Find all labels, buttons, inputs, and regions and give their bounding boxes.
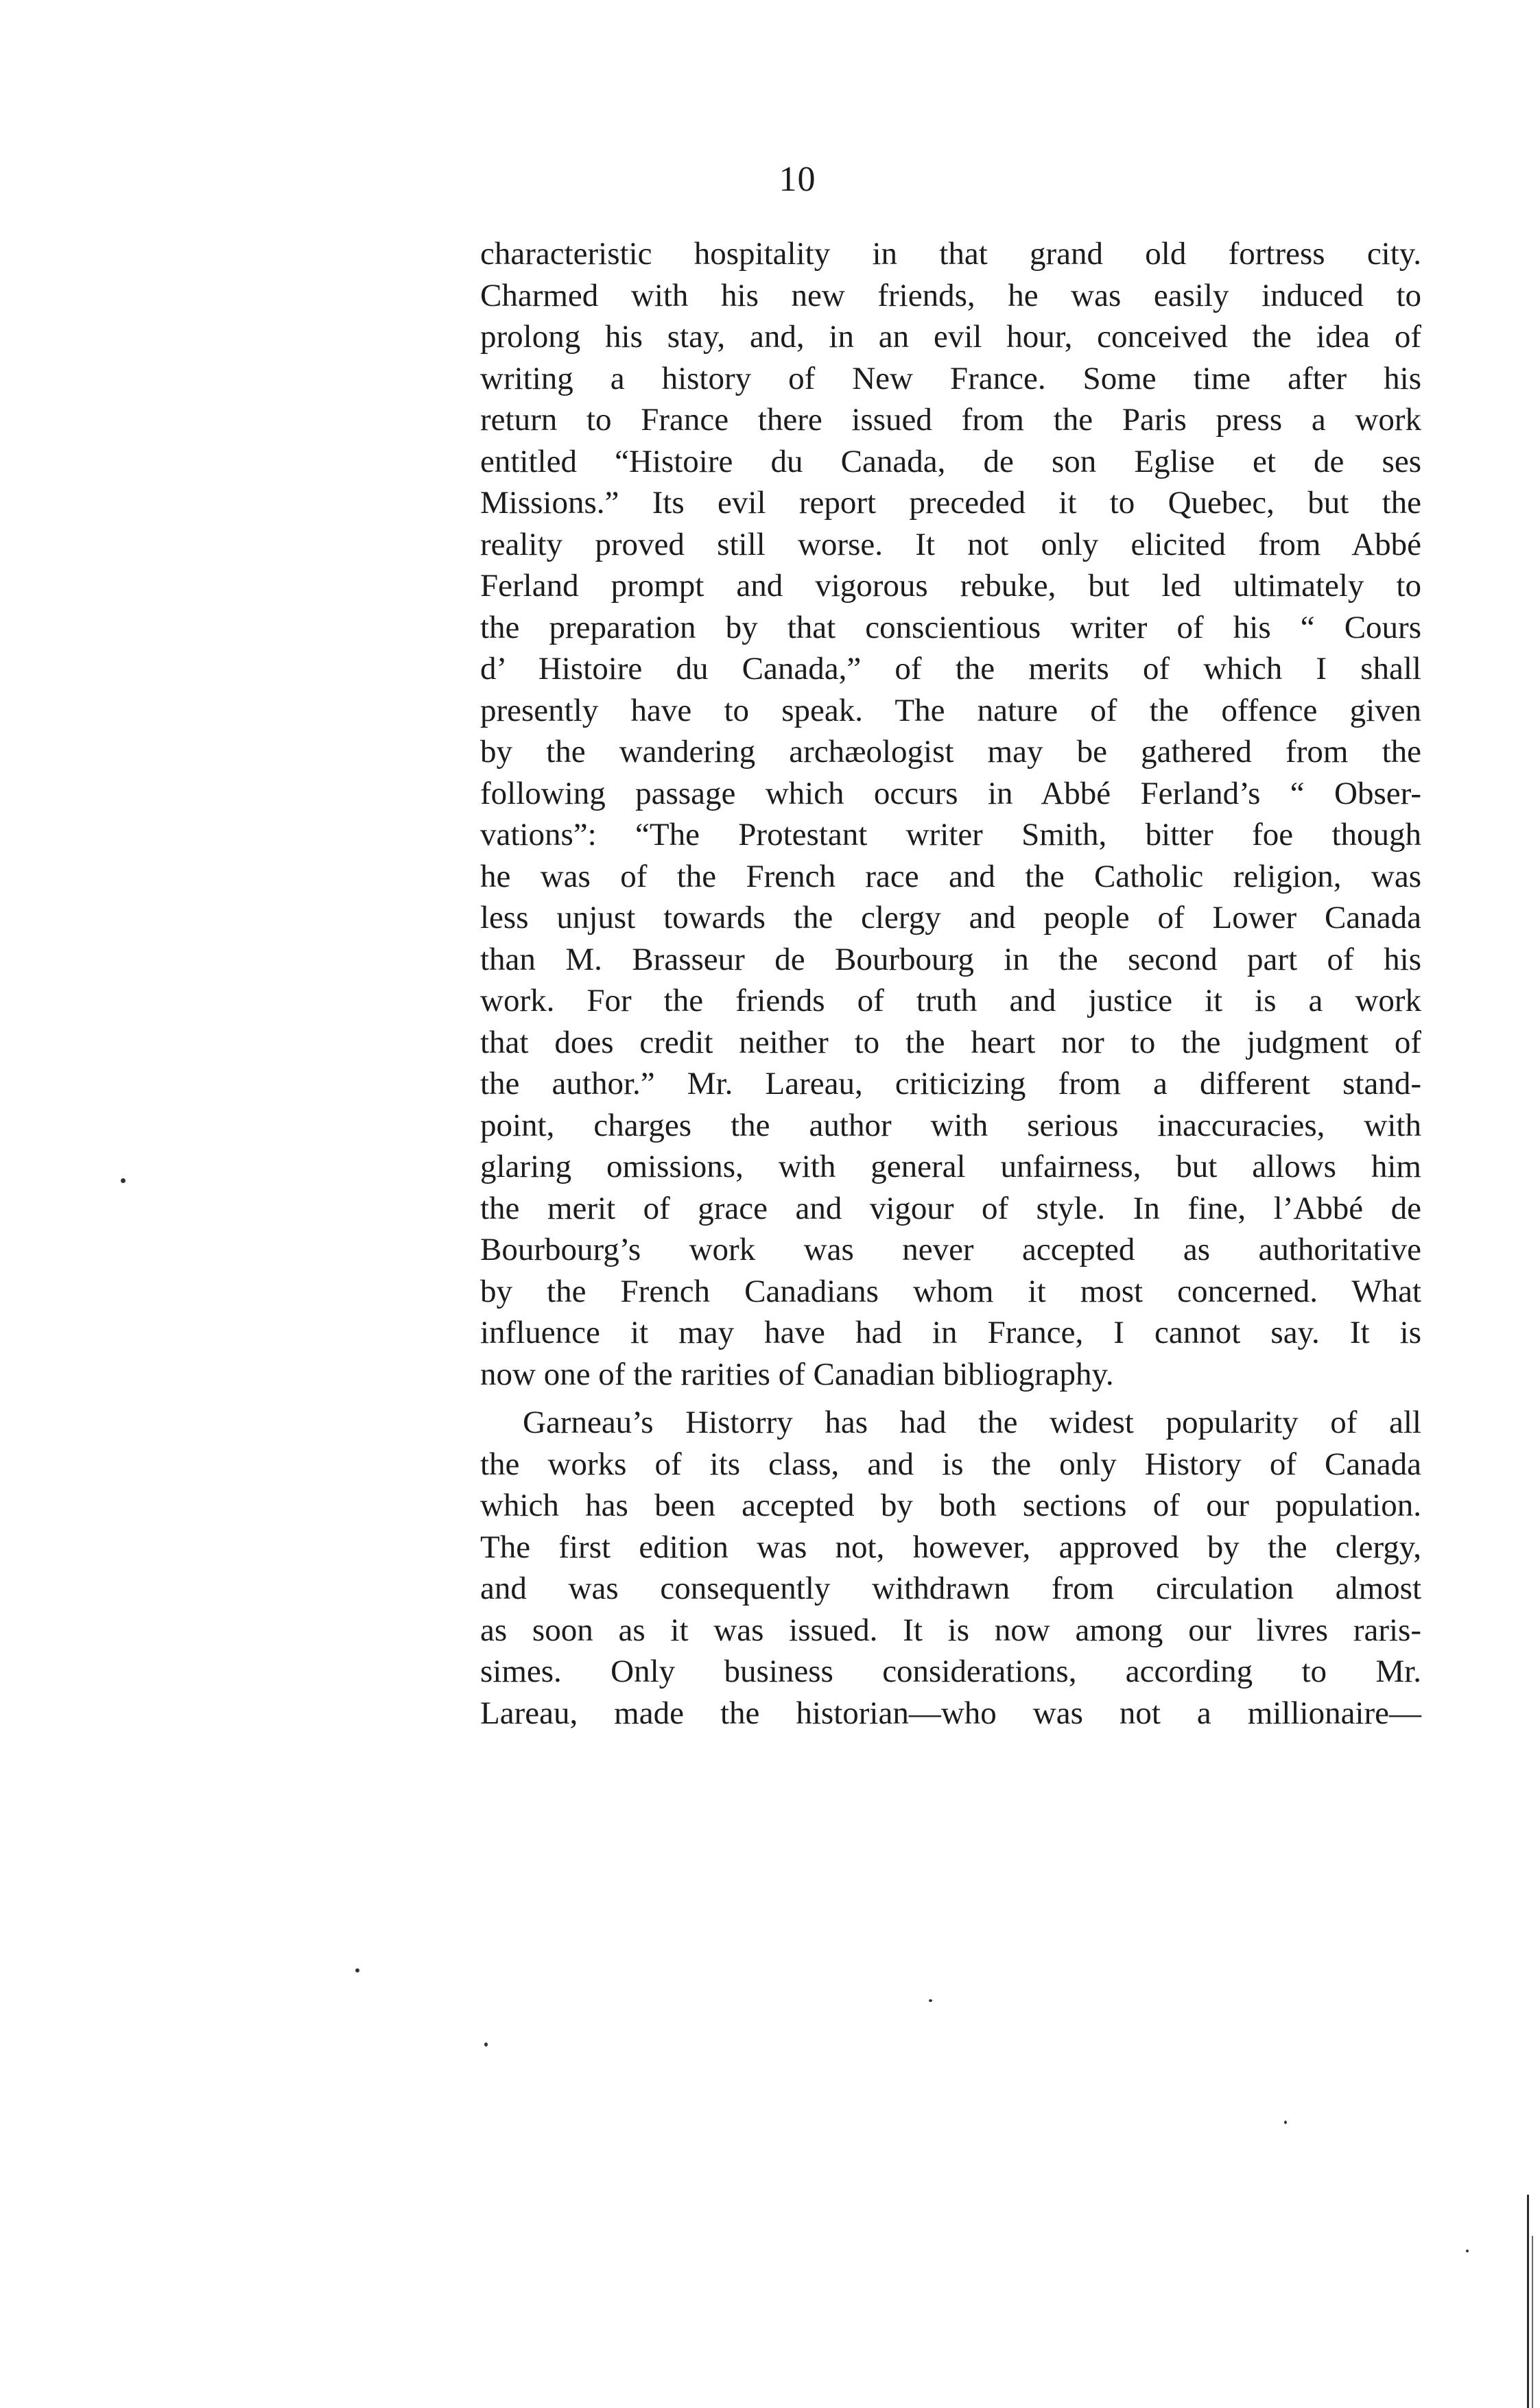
scan-speck: [121, 1178, 126, 1183]
text-line: the merit of grace and vigour of style. In fine, l’Abbé de: [480, 1190, 1421, 1226]
text-line: d’ Histoire du Canada,” of the merits of which I shall: [480, 651, 1421, 687]
text-line: work. For the friends of truth and justice it is a work: [480, 983, 1421, 1018]
scan-speck: [484, 2042, 488, 2047]
text-line: entitled “Histoire du Canada, de son Eglise et de ses: [480, 443, 1421, 479]
text-line: The first edition was not, however, approved by the clergy,: [480, 1529, 1421, 1565]
text-line: return to France there issued from the Paris press a work: [480, 402, 1421, 438]
text-line: vations”: “The Protestant writer Smith, bitter foe though: [480, 817, 1421, 853]
text-line: by the French Canadians whom it most concerned. What: [480, 1273, 1421, 1309]
text-line: reality proved still worse. It not only elicited from Abbé: [480, 526, 1421, 562]
text-line: the preparation by that conscientious writer of his “ Cours: [480, 609, 1421, 645]
paragraph: [480, 1402, 1421, 1734]
text-line: now one of the rarities of Canadian bibliography.: [480, 1356, 1114, 1392]
text-line: Lareau, made the historian—who was not a millionaire—: [480, 1695, 1421, 1731]
text-line: point, charges the author with serious inaccuracies, with: [480, 1107, 1421, 1143]
text-line: he was of the French race and the Catholic religion, was: [480, 858, 1421, 894]
text-line: prolong his stay, and, in an evil hour, conceived the idea of: [480, 319, 1421, 355]
text-line: glaring omissions, with general unfairness, but allows him: [480, 1149, 1421, 1184]
scan-speck: [929, 1999, 932, 2002]
scan-speck: [355, 1968, 359, 1972]
text-line: than M. Brasseur de Bourbourg in the second part of his: [480, 941, 1421, 977]
page-edge-mark: [1527, 2195, 1529, 2408]
paragraph-gap: [480, 1395, 1421, 1402]
text-line: the author.” Mr. Lareau, criticizing from a different stand-: [480, 1066, 1421, 1101]
body-text: [480, 233, 1421, 1734]
text-line: Garneau’s Historry has had the widest popularity of all: [523, 1405, 1421, 1440]
text-line: the works of its class, and is the only History of Canada: [480, 1446, 1421, 1482]
text-line: by the wandering archæologist may be gathered from the: [480, 734, 1421, 770]
scan-speck: [1284, 2121, 1287, 2124]
text-line: Missions.” Its evil report preceded it to Quebec, but the: [480, 485, 1421, 521]
page-edge-mark: [1532, 2236, 1533, 2408]
text-line: that does credit neither to the heart nor to the judgment of: [480, 1024, 1421, 1060]
page-number: 10: [779, 160, 816, 199]
text-line: presently have to speak. The nature of the offence given: [480, 692, 1421, 728]
text-line: simes. Only business considerations, according to Mr.: [480, 1654, 1421, 1689]
text-line: writing a history of New France. Some time after his: [480, 360, 1421, 396]
text-line: as soon as it was issued. It is now among our livres raris-: [480, 1612, 1421, 1648]
text-line: Ferland prompt and vigorous rebuke, but led ultimately to: [480, 568, 1421, 604]
paragraph: [480, 233, 1421, 1395]
text-line: influence it may have had in France, I cannot say. It is: [480, 1315, 1421, 1350]
text-line: following passage which occurs in Abbé Ferland’s “ Obser-: [480, 775, 1421, 811]
text-line: less unjust towards the clergy and people of Lower Canada: [480, 900, 1421, 935]
text-line: Bourbourg’s work was never accepted as authoritative: [480, 1232, 1421, 1267]
text-line: which has been accepted by both sections of our population.: [480, 1488, 1421, 1523]
text-line: and was consequently withdrawn from circulation almost: [480, 1571, 1421, 1606]
text-line: characteristic hospitality in that grand old fortress city.: [480, 236, 1421, 272]
scan-speck: [1466, 2250, 1469, 2252]
text-line: Charmed with his new friends, he was easily induced to: [480, 277, 1421, 313]
